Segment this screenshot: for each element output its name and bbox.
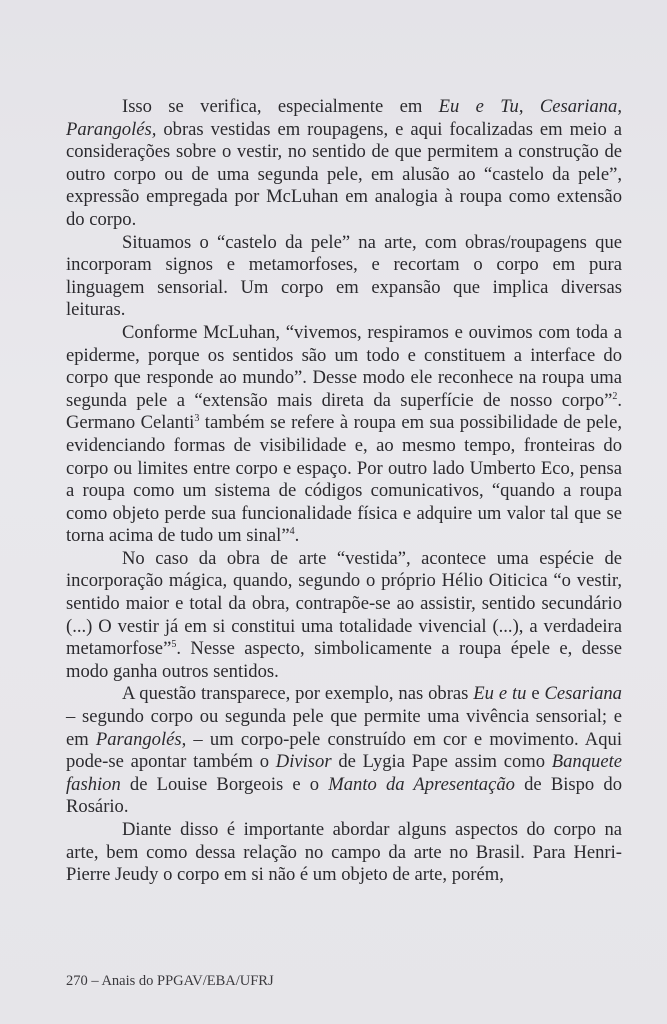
italic-title: Parangolés, (66, 118, 157, 140)
text-run: Conforme McLuhan, “vivemos, respiramos e ouvimos com toda a epiderme, porque os sentidos são um todo e constituem a interface do corpo que responde ao mundo”. Desse modo ele reconhece na roupa uma segunda pele a “extensão mais direta da superfície de nosso corpo” (66, 321, 622, 411)
text-run: Isso se verifica, especialmente em (122, 96, 439, 117)
paragraph (66, 548, 622, 684)
footnote-marker: 2 (612, 390, 618, 402)
italic-title: Cesariana (539, 96, 618, 117)
text-run: e (526, 683, 545, 705)
text-run: , (518, 96, 540, 117)
text-run: – segundo corpo ou segunda pele que permite uma vivência sensorial; e em (66, 706, 622, 750)
text-run: obras vestidas em roupagens, e aqui focalizadas em meio a considerações sobre o vestir, no sentido de que permitem a construção de outro corpo ou de uma segunda pele, em alusão ao “castelo da pele”, expressão empregada por McLuhan em analogia à roupa como extensão do corpo. (66, 118, 622, 230)
text-run: . Nesse aspecto, simbolicamente a roupa épele e, desse modo ganha outros sentidos. (66, 638, 622, 682)
italic-title: Eu e tu (473, 683, 527, 705)
paragraph (66, 96, 622, 232)
text-run: Situamos o “castelo da pele” na arte, com obras/roupagens que incorporam signos e metamorfoses, e recortam o corpo em pura linguagem sensorial. Um corpo em expansão que implica diversas leituras. (66, 231, 622, 321)
page-footer: 270 – Anais do PPGAV/EBA/UFRJ (66, 973, 274, 989)
paragraph (66, 819, 622, 887)
italic-title: Manto da Apresentação (328, 773, 515, 795)
text-run: de Bispo do Rosário. (66, 773, 622, 818)
italic-title: Cesariana (544, 683, 622, 705)
text-run: de Lygia Pape assim como (331, 751, 552, 773)
italic-title: Divisor (275, 751, 332, 773)
text-run: , (617, 96, 622, 117)
paragraph (66, 322, 622, 548)
text-run: de Louise Borgeois e o (120, 773, 329, 795)
footnote-marker: 3 (194, 413, 200, 425)
footnote-marker: 4 (289, 526, 295, 538)
text-run: . (294, 525, 300, 547)
body-text (66, 96, 622, 887)
paragraph (66, 683, 622, 819)
text-run: , – um corpo-pele construído em cor e movimento. Aqui pode-se apontar também o (66, 728, 622, 773)
italic-title: Eu e Tu (438, 96, 519, 117)
text-run: A questão transparece, por exemplo, nas obras (122, 683, 474, 705)
text-run: Diante disso é importante abordar alguns aspectos do corpo na arte, bem como dessa relação no campo da arte no Brasil. Para Henri-Pierre Jeudy o corpo em si não é um objeto de arte, porém, (66, 819, 622, 886)
paragraph (66, 232, 622, 322)
italic-title: Banquete fashion (66, 751, 622, 795)
footnote-marker: 5 (171, 639, 177, 651)
text-run: também se refere à roupa em sua possibilidade de pele, evidenciando formas de visibilidade e, ao mesmo tempo, fronteiras do corpo ou limites entre corpo e espaço. Por outro lado Umberto Eco, pensa a roupa como um sistema de códigos comunicativos, “quando a roupa como objeto perde sua funcionalidade física e adquire um valor tal que se torna acima de tudo um sinal” (66, 412, 622, 547)
italic-title: Parangolés (95, 728, 182, 750)
text-run: No caso da obra de arte “vestida”, acontece uma espécie de incorporação mágica, quando, segundo o próprio Hélio Oiticica “o vestir, sentido maior e total da obra, contrapõe-se ao assistir, sentido secundário (...) O vestir já em si constitui uma totalidade vivencial (...), a verdadeira metamorfose” (66, 547, 622, 660)
text-run: . Germano Celanti (66, 389, 622, 434)
